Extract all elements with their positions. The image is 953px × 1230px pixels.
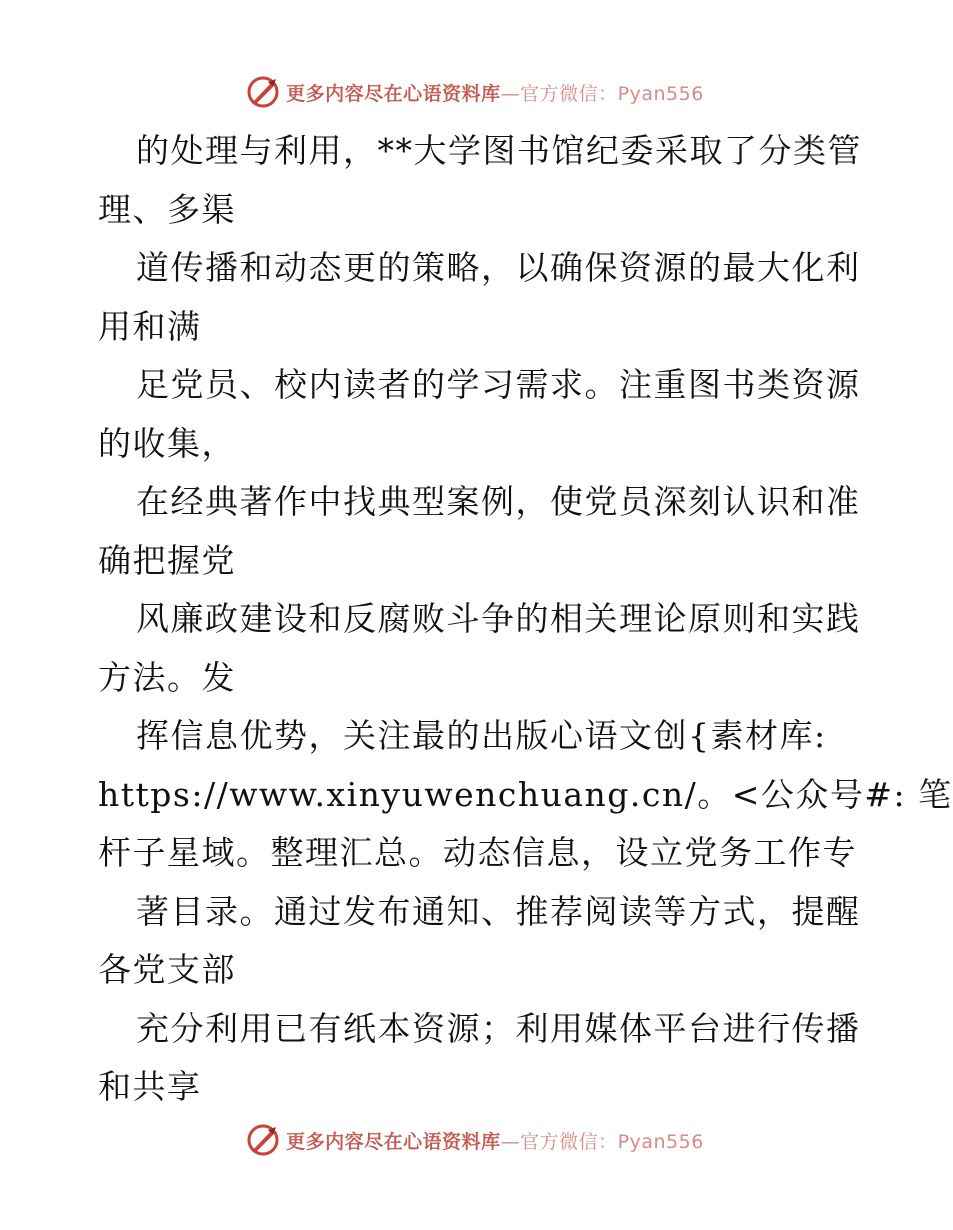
text-line: 确把握党 [98, 540, 236, 580]
text-line: 方法。发 [98, 657, 236, 697]
quill-logo-icon [246, 75, 280, 109]
text-line: 风廉政建设和反腐败斗争的相关理论原则和实践 [136, 599, 861, 638]
text-line: 道传播和动态更的策略，以确保资源的最大化利 [136, 248, 861, 287]
text-line: 挥信息优势，关注最的出版心语文创{素材库: [136, 716, 827, 755]
text-line: 用和满 [98, 306, 202, 346]
text-line: 在经典著作中找典型案例，使党员深刻认识和准 [136, 482, 861, 521]
text-line: 理、多渠 [98, 189, 236, 229]
quill-logo-icon [246, 1123, 280, 1157]
text-line: 杆子星域。整理汇总。动态信息，设立党务工作专 [98, 833, 857, 872]
header-watermark [0, 72, 950, 112]
watermark-text: 更多内容尽在心语资料库—官方微信：Pyan556 [286, 1130, 704, 1153]
text-line: 的收集， [98, 423, 236, 463]
text-line: 各党支部 [98, 950, 236, 989]
document-body [98, 122, 953, 1117]
text-line: 充分利用已有纸本资源；利用媒体平台进行传播 [136, 1008, 861, 1048]
text-line: 著目录。通过发布通知、推荐阅读等方式，提醒 [136, 891, 861, 931]
text-line: 和共享 [98, 1067, 202, 1106]
text-line: 足党员、校内读者的学习需求。注重图书类资源 [136, 365, 861, 404]
text-line: 的处理与利用，**大学图书馆纪委采取了分类管 [136, 131, 862, 170]
text-line: https://www.xinyuwenchuang.cn/。<公众号#: 笔 [98, 774, 953, 814]
footer-watermark [0, 1120, 950, 1160]
watermark-text: 更多内容尽在心语资料库—官方微信：Pyan556 [286, 82, 704, 105]
